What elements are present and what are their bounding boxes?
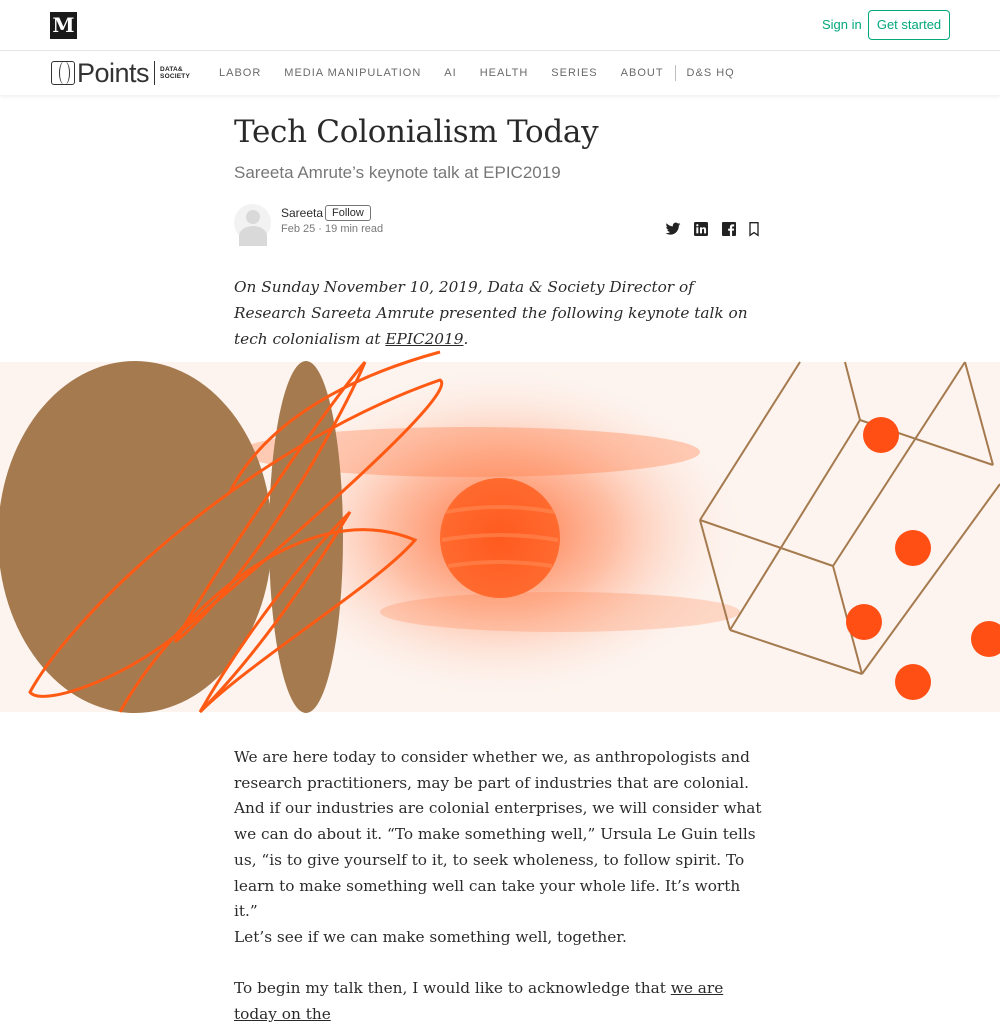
nav-item-series[interactable]: SERIES [551,67,598,79]
article-intro [234,274,766,352]
intro-end: . [463,330,469,348]
author-avatar[interactable] [234,204,271,241]
paragraph-2: Let’s see if we can make something well, together. [234,928,627,946]
nav-item-media-manipulation[interactable]: MEDIA MANIPULATION [284,67,422,79]
get-started-button[interactable]: Get started [868,10,950,40]
follow-button[interactable]: Follow [325,205,371,221]
article-title: Tech Colonialism Today [234,114,599,150]
points-logo-mark-icon [51,61,75,85]
nav-item-labor[interactable]: LABOR [219,67,262,79]
nav-item-health[interactable]: HEALTH [479,67,529,79]
nav-items [219,51,758,95]
twitter-icon[interactable] [665,221,681,237]
partner-line-2: SOCIETY [160,73,190,80]
points-logo[interactable] [51,59,190,87]
logo-separator [154,61,155,85]
hero-illustration [0,362,1000,712]
top-bar [0,0,1000,51]
hero-artwork [0,362,1000,712]
epic2019-link[interactable]: EPIC2019 [385,330,464,348]
bookmark-icon[interactable] [746,221,762,237]
author-name[interactable]: Sareeta [281,206,324,220]
data-society-logo [160,66,190,80]
nav-divider [675,65,676,81]
publication-name: Points [77,57,150,88]
facebook-icon[interactable] [721,221,737,237]
paragraph-1: We are here today to consider whether we, as anthropologists and research practitioners, may be part of industries that are colonial. And if our industries are colonial enterprises, we will consider what we can do about it. “To make something well,” Ursula Le Guin tells us, “is to give yourself to it, to seek wholeness, to follow spirit. To learn to make something well can take your whole life. It’s worth it.” [234,748,762,921]
linkedin-icon[interactable] [693,221,709,237]
sign-in-link[interactable]: Sign in [822,17,862,32]
avatar-head [246,210,260,224]
article-subtitle: Sareeta Amrute’s keynote talk at EPIC2019 [234,163,561,182]
paragraph-3 [234,976,766,1027]
medium-logo[interactable]: M [50,12,77,39]
article-meta: Feb 25 · 19 min read [281,223,384,235]
nav-item-ds-hq[interactable]: D&S HQ [686,67,735,79]
partner-line-1: DATA& [160,66,183,73]
paragraph-3-link[interactable]: we are today on the [234,979,724,1023]
intro-text: On Sunday November 10, 2019, Data & Society Director of Research Sareeta Amrute presented the following keynote talk on tech colonialism at [234,278,748,348]
nav-item-ai[interactable]: AI [444,67,457,79]
publication-nav [0,51,1000,95]
paragraph-3-text: To begin my talk then, I would like to acknowledge that [234,979,671,997]
avatar-body [239,226,267,246]
nav-item-about[interactable]: ABOUT [620,67,664,79]
